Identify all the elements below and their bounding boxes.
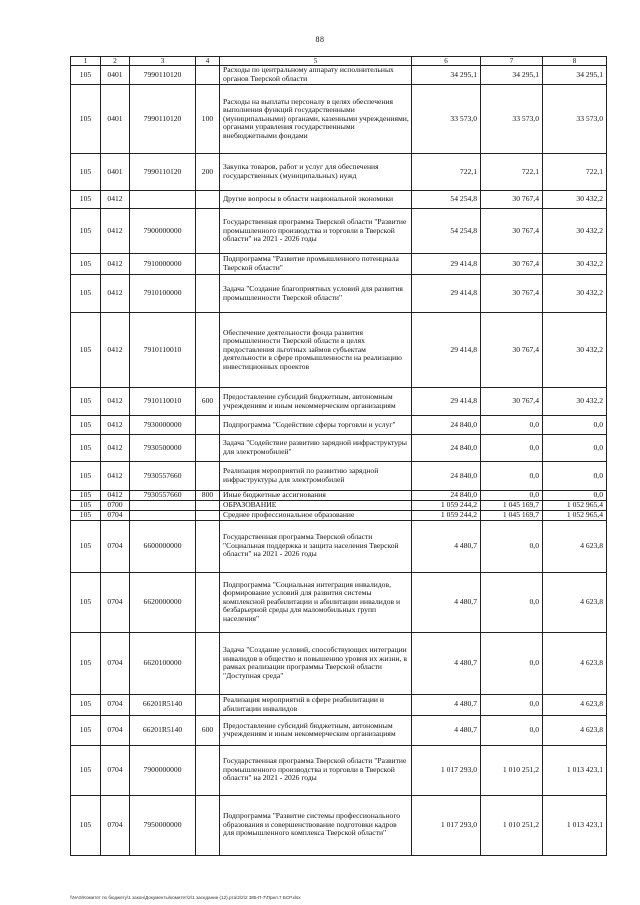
target-article-cell: 7930557660 <box>130 491 196 501</box>
expense-type-cell <box>196 795 220 855</box>
amount-year-1-cell: 4 480,7 <box>412 632 481 694</box>
amount-year-1-cell: 4 480,7 <box>412 694 481 715</box>
section-code-cell: 0412 <box>101 191 130 209</box>
target-article-cell: 66201R5140 <box>130 715 196 745</box>
amount-year-2-cell: 30 767,4 <box>481 209 543 254</box>
expense-type-cell <box>196 209 220 254</box>
amount-year-2-cell: 33 573,0 <box>481 85 543 154</box>
amount-year-3-cell: 30 432,2 <box>543 209 607 254</box>
header-cell: 5 <box>220 57 412 66</box>
item-name-cell: Реализация мероприятий в сфере реабилитации и абилитации инвалидов <box>220 694 412 715</box>
dept-code-cell: 105 <box>71 572 101 632</box>
amount-year-3-cell: 1 052 965,4 <box>543 500 607 510</box>
item-name-cell: Среднее профессиональное образование <box>220 510 412 520</box>
amount-year-2-cell: 0,0 <box>481 435 543 462</box>
expense-type-cell <box>196 572 220 632</box>
amount-year-3-cell: 0,0 <box>543 462 607 491</box>
table-row <box>71 795 607 855</box>
item-name-cell: Предоставление субсидий бюджетным, автономным учреждениям и иным некоммерческим организациям <box>220 388 412 416</box>
table-row <box>71 416 607 435</box>
dept-code-cell: 105 <box>71 275 101 313</box>
amount-year-2-cell: 30 767,4 <box>481 191 543 209</box>
target-article-cell: 7930000000 <box>130 416 196 435</box>
section-code-cell: 0704 <box>101 694 130 715</box>
dept-code-cell: 105 <box>71 254 101 275</box>
expense-type-cell <box>196 520 220 572</box>
item-name-cell: Государственная программа Тверской области "Развитие промышленного производства и торговли в Тверской области" на 2021 - 2026 годы <box>220 745 412 795</box>
target-article-cell: 7990110120 <box>130 154 196 191</box>
section-code-cell: 0704 <box>101 632 130 694</box>
target-article-cell: 6600000000 <box>130 520 196 572</box>
header-cell: 4 <box>196 57 220 66</box>
dept-code-cell: 105 <box>71 632 101 694</box>
item-name-cell: ОБРАЗОВАНИЕ <box>220 500 412 510</box>
target-article-cell <box>130 510 196 520</box>
section-code-cell: 0401 <box>101 154 130 191</box>
item-name-cell: Подпрограмма "Развитие системы профессионального образования и совершенствование подготовки кадров для промышленного комплекса Тверской области" <box>220 795 412 855</box>
amount-year-2-cell: 0,0 <box>481 694 543 715</box>
item-name-cell: Государственная программа Тверской области "Социальная поддержка и защита населения Тверской области" на 2021 - 2026 годы <box>220 520 412 572</box>
amount-year-1-cell: 24 840,0 <box>412 491 481 501</box>
amount-year-2-cell: 1 045 169,7 <box>481 500 543 510</box>
table-row <box>71 500 607 510</box>
dept-code-cell: 105 <box>71 795 101 855</box>
amount-year-1-cell: 4 480,7 <box>412 572 481 632</box>
amount-year-1-cell: 34 295,1 <box>412 66 481 85</box>
expense-type-cell: 600 <box>196 388 220 416</box>
amount-year-2-cell: 1 010 251,2 <box>481 745 543 795</box>
section-code-cell: 0704 <box>101 520 130 572</box>
item-name-cell: Закупка товаров, работ и услуг для обеспечения государственных (муниципальных) нужд <box>220 154 412 191</box>
amount-year-3-cell: 30 432,2 <box>543 275 607 313</box>
table-row <box>71 154 607 191</box>
section-code-cell: 0412 <box>101 209 130 254</box>
table-row <box>71 313 607 388</box>
amount-year-3-cell: 0,0 <box>543 491 607 501</box>
expense-type-cell <box>196 254 220 275</box>
dept-code-cell: 105 <box>71 510 101 520</box>
target-article-cell: 7990110120 <box>130 66 196 85</box>
amount-year-1-cell: 4 480,7 <box>412 520 481 572</box>
amount-year-1-cell: 24 840,0 <box>412 435 481 462</box>
amount-year-1-cell: 24 840,0 <box>412 462 481 491</box>
section-code-cell: 0704 <box>101 745 130 795</box>
amount-year-1-cell: 54 254,8 <box>412 209 481 254</box>
dept-code-cell: 105 <box>71 313 101 388</box>
amount-year-1-cell: 29 414,8 <box>412 254 481 275</box>
table-row <box>71 85 607 154</box>
dept-code-cell: 105 <box>71 191 101 209</box>
expense-type-cell <box>196 416 220 435</box>
expense-type-cell <box>196 632 220 694</box>
item-name-cell: Задача "Создание благоприятных условий для развития промышленности Тверской области" <box>220 275 412 313</box>
item-name-cell: Расходы на выплаты персоналу в целях обеспечения выполнения функций государственными (муниципальными) органами, казенными учреждениями, органами управления государственными внебюджетными фондами <box>220 85 412 154</box>
amount-year-1-cell: 33 573,0 <box>412 85 481 154</box>
expense-type-cell: 100 <box>196 85 220 154</box>
expense-type-cell <box>196 435 220 462</box>
dept-code-cell: 105 <box>71 694 101 715</box>
section-code-cell: 0412 <box>101 435 130 462</box>
amount-year-3-cell: 722,1 <box>543 154 607 191</box>
table-row <box>71 520 607 572</box>
dept-code-cell: 105 <box>71 500 101 510</box>
amount-year-1-cell: 722,1 <box>412 154 481 191</box>
expense-type-cell: 200 <box>196 154 220 191</box>
header-cell: 8 <box>543 57 607 66</box>
dept-code-cell: 105 <box>71 435 101 462</box>
expense-type-cell <box>196 275 220 313</box>
item-name-cell: Расходы по центральному аппарату исполнительных органов Тверской области <box>220 66 412 85</box>
section-code-cell: 0704 <box>101 572 130 632</box>
target-article-cell: 7910000000 <box>130 254 196 275</box>
item-name-cell: Иные бюджетные ассигнования <box>220 491 412 501</box>
section-code-cell: 0412 <box>101 275 130 313</box>
amount-year-2-cell: 1 045 169,7 <box>481 510 543 520</box>
expense-type-cell <box>196 313 220 388</box>
expense-type-cell <box>196 745 220 795</box>
section-code-cell: 0412 <box>101 313 130 388</box>
amount-year-2-cell: 0,0 <box>481 715 543 745</box>
target-article-cell: 6620000000 <box>130 572 196 632</box>
header-cell: 7 <box>481 57 543 66</box>
target-article-cell <box>130 500 196 510</box>
amount-year-3-cell: 1 052 965,4 <box>543 510 607 520</box>
item-name-cell: Подпрограмма "Содействие сферы торговли и услуг" <box>220 416 412 435</box>
table-row <box>71 572 607 632</box>
amount-year-1-cell: 29 414,8 <box>412 275 481 313</box>
amount-year-2-cell: 1 010 251,2 <box>481 795 543 855</box>
amount-year-3-cell: 30 432,2 <box>543 313 607 388</box>
section-code-cell: 0401 <box>101 85 130 154</box>
dept-code-cell: 105 <box>71 416 101 435</box>
table-row <box>71 388 607 416</box>
amount-year-2-cell: 0,0 <box>481 462 543 491</box>
amount-year-1-cell: 4 480,7 <box>412 715 481 745</box>
amount-year-3-cell: 4 623,8 <box>543 694 607 715</box>
target-article-cell <box>130 191 196 209</box>
expense-type-cell <box>196 66 220 85</box>
amount-year-2-cell: 0,0 <box>481 572 543 632</box>
target-article-cell: 7930557660 <box>130 462 196 491</box>
target-article-cell: 7900000000 <box>130 209 196 254</box>
amount-year-1-cell: 54 254,8 <box>412 191 481 209</box>
table-row <box>71 745 607 795</box>
header-cell: 2 <box>101 57 130 66</box>
page-number: 88 <box>315 35 325 44</box>
amount-year-2-cell: 30 767,4 <box>481 388 543 416</box>
section-code-cell: 0412 <box>101 462 130 491</box>
file-path-footer: \\NAS\Комитет по бюджету\1 закон\Документы\комитет\2\1 заседание (12).рта\2\2\2 385-П-7\Прил.7 БСР.xlsx <box>70 895 301 900</box>
table-row <box>71 209 607 254</box>
item-name-cell: Обеспечение деятельности фонда развития промышленности Тверской области в целях предоставления льготных займов субъектам деятельности в сфере промышленности на реализацию инвестиционных проектов <box>220 313 412 388</box>
table-row <box>71 462 607 491</box>
section-code-cell: 0412 <box>101 254 130 275</box>
amount-year-2-cell: 0,0 <box>481 632 543 694</box>
amount-year-2-cell: 34 295,1 <box>481 66 543 85</box>
expense-type-cell <box>196 191 220 209</box>
target-article-cell: 6620100000 <box>130 632 196 694</box>
amount-year-3-cell: 34 295,1 <box>543 66 607 85</box>
dept-code-cell: 105 <box>71 66 101 85</box>
target-article-cell: 7930500000 <box>130 435 196 462</box>
expense-type-cell: 600 <box>196 715 220 745</box>
amount-year-2-cell: 0,0 <box>481 520 543 572</box>
header-cell: 1 <box>71 57 101 66</box>
item-name-cell: Задача "Содействие развитию зарядной инфраструктуры для электромобилей" <box>220 435 412 462</box>
item-name-cell: Задача "Создание условий, способствующих интеграции инвалидов в общество и повышению уровня их жизни, в рамках реализации программы Тверской области "Доступная среда" <box>220 632 412 694</box>
amount-year-2-cell: 30 767,4 <box>481 254 543 275</box>
section-code-cell: 0704 <box>101 715 130 745</box>
amount-year-2-cell: 0,0 <box>481 491 543 501</box>
amount-year-1-cell: 29 414,8 <box>412 313 481 388</box>
section-code-cell: 0704 <box>101 510 130 520</box>
amount-year-2-cell: 0,0 <box>481 416 543 435</box>
expense-type-cell <box>196 462 220 491</box>
dept-code-cell: 105 <box>71 745 101 795</box>
table-row <box>71 694 607 715</box>
target-article-cell: 7900000000 <box>130 745 196 795</box>
table-row <box>71 275 607 313</box>
expense-type-cell <box>196 694 220 715</box>
amount-year-3-cell: 0,0 <box>543 416 607 435</box>
amount-year-3-cell: 0,0 <box>543 435 607 462</box>
table-row <box>71 191 607 209</box>
header-cell: 6 <box>412 57 481 66</box>
expense-type-cell <box>196 500 220 510</box>
expense-type-cell <box>196 510 220 520</box>
section-code-cell: 0412 <box>101 491 130 501</box>
amount-year-3-cell: 1 013 423,1 <box>543 745 607 795</box>
item-name-cell: Подпрограмма "Социальная интеграция инвалидов, формирование условий для развития системы комплексной реабилитации и абилитации инвалидов и безбарьерной среды для маломобильных групп населения" <box>220 572 412 632</box>
amount-year-2-cell: 722,1 <box>481 154 543 191</box>
amount-year-1-cell: 1 017 293,0 <box>412 795 481 855</box>
expense-type-cell: 800 <box>196 491 220 501</box>
amount-year-3-cell: 4 623,8 <box>543 715 607 745</box>
amount-year-3-cell: 1 013 423,1 <box>543 795 607 855</box>
section-code-cell: 0704 <box>101 795 130 855</box>
amount-year-3-cell: 30 432,2 <box>543 254 607 275</box>
target-article-cell: 7950000000 <box>130 795 196 855</box>
target-article-cell: 7910110010 <box>130 313 196 388</box>
item-name-cell: Другие вопросы в области национальной экономики <box>220 191 412 209</box>
amount-year-1-cell: 29 414,8 <box>412 388 481 416</box>
amount-year-3-cell: 4 623,8 <box>543 520 607 572</box>
amount-year-3-cell: 4 623,8 <box>543 572 607 632</box>
section-code-cell: 0700 <box>101 500 130 510</box>
amount-year-1-cell: 24 840,0 <box>412 416 481 435</box>
item-name-cell: Подпрограмма "Развитие промышленного потенциала Тверской области" <box>220 254 412 275</box>
dept-code-cell: 105 <box>71 85 101 154</box>
amount-year-3-cell: 33 573,0 <box>543 85 607 154</box>
item-name-cell: Государственная программа Тверской области "Развитие промышленного производства и торговли в Тверской области" на 2021 - 2026 годы <box>220 209 412 254</box>
table-header-row <box>71 57 607 66</box>
table-row <box>71 66 607 85</box>
item-name-cell: Реализация мероприятий по развитию зарядной инфраструктуры для электромобилей <box>220 462 412 491</box>
section-code-cell: 0412 <box>101 416 130 435</box>
dept-code-cell: 105 <box>71 491 101 501</box>
budget-table <box>70 56 607 856</box>
table-row <box>71 510 607 520</box>
table-row <box>71 491 607 501</box>
item-name-cell: Предоставление субсидий бюджетным, автономным учреждениям и иным некоммерческим организациям <box>220 715 412 745</box>
dept-code-cell: 105 <box>71 154 101 191</box>
target-article-cell: 7910100000 <box>130 275 196 313</box>
section-code-cell: 0412 <box>101 388 130 416</box>
amount-year-3-cell: 30 432,2 <box>543 388 607 416</box>
amount-year-1-cell: 1 017 293,0 <box>412 745 481 795</box>
table-row <box>71 715 607 745</box>
table-row <box>71 254 607 275</box>
dept-code-cell: 105 <box>71 520 101 572</box>
target-article-cell: 7990110120 <box>130 85 196 154</box>
amount-year-3-cell: 4 623,8 <box>543 632 607 694</box>
dept-code-cell: 105 <box>71 715 101 745</box>
target-article-cell: 66201R5140 <box>130 694 196 715</box>
amount-year-2-cell: 30 767,4 <box>481 313 543 388</box>
section-code-cell: 0401 <box>101 66 130 85</box>
header-cell: 3 <box>130 57 196 66</box>
amount-year-1-cell: 1 059 244,2 <box>412 510 481 520</box>
amount-year-2-cell: 30 767,4 <box>481 275 543 313</box>
dept-code-cell: 105 <box>71 388 101 416</box>
dept-code-cell: 105 <box>71 209 101 254</box>
table-row <box>71 632 607 694</box>
amount-year-1-cell: 1 059 244,2 <box>412 500 481 510</box>
dept-code-cell: 105 <box>71 462 101 491</box>
target-article-cell: 7910110010 <box>130 388 196 416</box>
table-row <box>71 435 607 462</box>
amount-year-3-cell: 30 432,2 <box>543 191 607 209</box>
